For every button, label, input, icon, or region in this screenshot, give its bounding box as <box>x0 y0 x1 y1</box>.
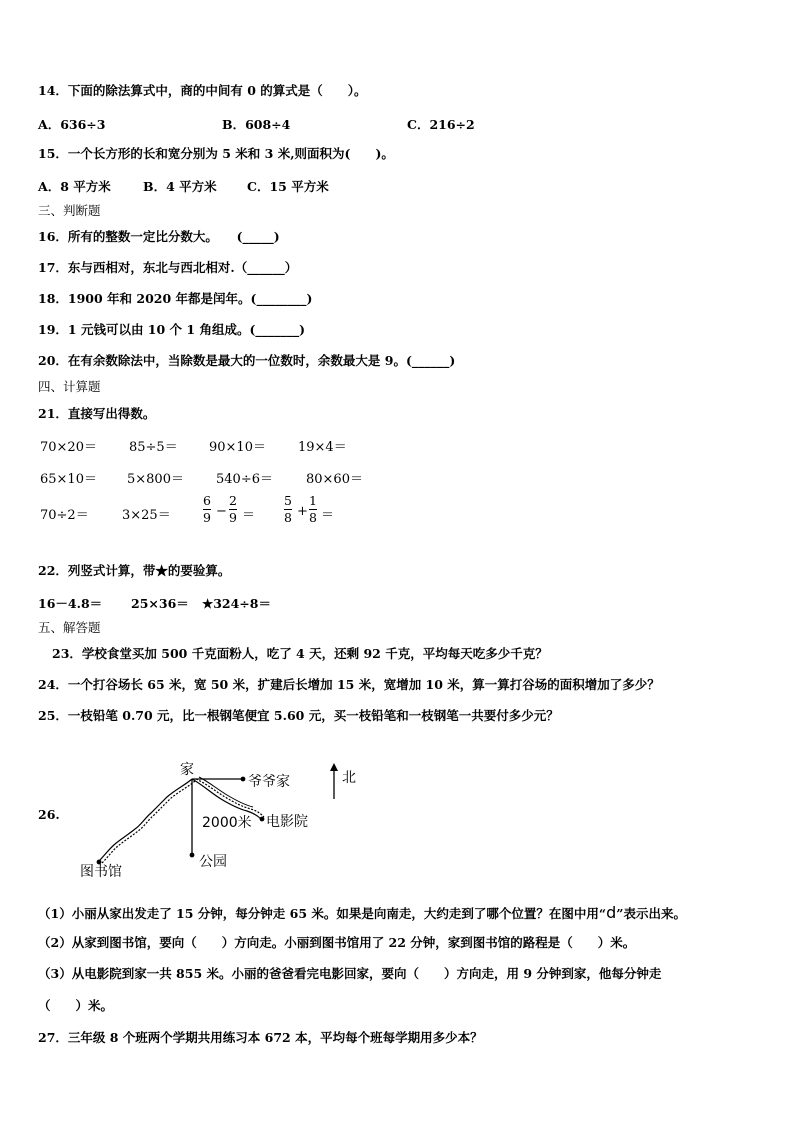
calc-item: ★324÷8＝ <box>202 596 271 611</box>
label-distance: 2000米 <box>202 815 252 831</box>
fraction: 5 8 <box>284 493 292 525</box>
question-16: 16．所有的整数一定比分数大。 (_____) <box>38 229 280 244</box>
calc-item: 90×10＝ <box>209 440 266 455</box>
question-15: 15．一个长方形的长和宽分别为 5 米和 3 米,则面积为( )。 <box>38 146 394 161</box>
label-home: 家 <box>180 762 194 778</box>
question-25: 25．一枝铅笔 0.70 元，比一根钢笔便宜 5.60 元，买一枝铅笔和一枝钢笔一共要付多少元？ <box>38 708 559 723</box>
fraction: 1 8 <box>309 493 317 525</box>
question-24: 24．一个打谷场长 65 米，宽 50 米，扩建后长增加 15 米，宽增加 10 米，算一算打谷场的面积增加了多少？ <box>38 677 660 692</box>
label-cinema: 电影院 <box>266 814 308 830</box>
option-15a: A．8 平方米 <box>38 179 111 194</box>
question-17: 17．东与西相对，东北与西北相对.（______） <box>38 260 298 275</box>
fraction: 6 9 <box>203 493 211 525</box>
section-3-heading: 三、判断题 <box>38 203 101 218</box>
cinema-dot <box>260 817 265 822</box>
calc-item: 70×20＝ <box>40 440 97 455</box>
section-4-heading: 四、计算题 <box>38 379 101 394</box>
section-5-heading: 五、解答题 <box>38 620 101 635</box>
question-23: 23．学校食堂买加 500 千克面粉人，吃了 4 天，还剩 92 千克，平均每天吃多少千克？ <box>52 646 548 661</box>
question-19: 19．1 元钱可以由 10 个 1 角组成。(_______) <box>38 322 306 337</box>
option-15b: B．4 平方米 <box>143 179 217 194</box>
operator: − <box>216 504 227 519</box>
question-26-3-cont: （ ）米。 <box>38 998 114 1013</box>
road-to-library <box>99 779 192 861</box>
calc-item: 5×800＝ <box>127 472 184 487</box>
question-14: 14．下面的除法算式中，商的中间有 0 的算式是（ ）。 <box>38 83 367 98</box>
question-27: 27．三年级 8 个班两个学期共用练习本 672 本，平均每个班每学期用多少本？ <box>38 1030 483 1045</box>
calc-item: 25×36＝ <box>131 596 189 611</box>
calc-item: 80×60＝ <box>306 472 363 487</box>
question-18: 18．1900 年和 2020 年都是闰年。(________) <box>38 291 313 306</box>
label-grandpa: 爷爷家 <box>248 774 290 790</box>
option-14a: A．636÷3 <box>38 117 106 132</box>
option-14c: C．216÷2 <box>407 117 475 132</box>
question-26-2: （2）从家到图书馆，要向（ ）方向走。小丽到图书馆用了 22 分钟，家到图书馆的路程是（ ）米。 <box>38 935 636 950</box>
fraction: 2 9 <box>229 493 237 525</box>
question-26-1: （1）小丽从家出发走了 15 分钟，每分钟走 65 米。如果是向南走，大约走到了哪个位置？在图中用“d”表示出来。 <box>38 903 686 922</box>
operator: + <box>297 504 308 519</box>
calc-item: 19×4＝ <box>298 440 347 455</box>
option-14b: B．608÷4 <box>222 117 291 132</box>
calc-item: 16－4.8＝ <box>38 596 103 611</box>
calc-item: 3×25＝ <box>122 508 171 523</box>
park-dot <box>190 853 195 858</box>
question-22: 22．列竖式计算，带★的要验算。 <box>38 563 231 578</box>
equals: ＝ <box>321 508 335 523</box>
grandpa-dot <box>241 777 246 782</box>
question-21: 21．直接写出得数。 <box>38 406 156 421</box>
calc-item: 540÷6＝ <box>216 472 273 487</box>
label-park: 公园 <box>199 854 227 870</box>
label-north: 北 <box>342 770 356 786</box>
calc-item: 65×10＝ <box>40 472 97 487</box>
calc-item: 85÷5＝ <box>129 440 178 455</box>
question-26-number: 26. <box>38 807 60 822</box>
question-26-3: （3）从电影院到家一共 855 米。小丽的爸爸看完电影回家，要向（ ）方向走，用 9 分钟到家，他每分钟走 <box>38 966 662 981</box>
equals: ＝ <box>242 508 256 523</box>
question-20: 20．在有余数除法中，当除数是最大的一位数时，余数最大是 9。(______) <box>38 353 456 368</box>
calc-item: 70÷2＝ <box>40 508 89 523</box>
label-library: 图书馆 <box>80 864 122 880</box>
option-15c: C．15 平方米 <box>247 179 329 194</box>
